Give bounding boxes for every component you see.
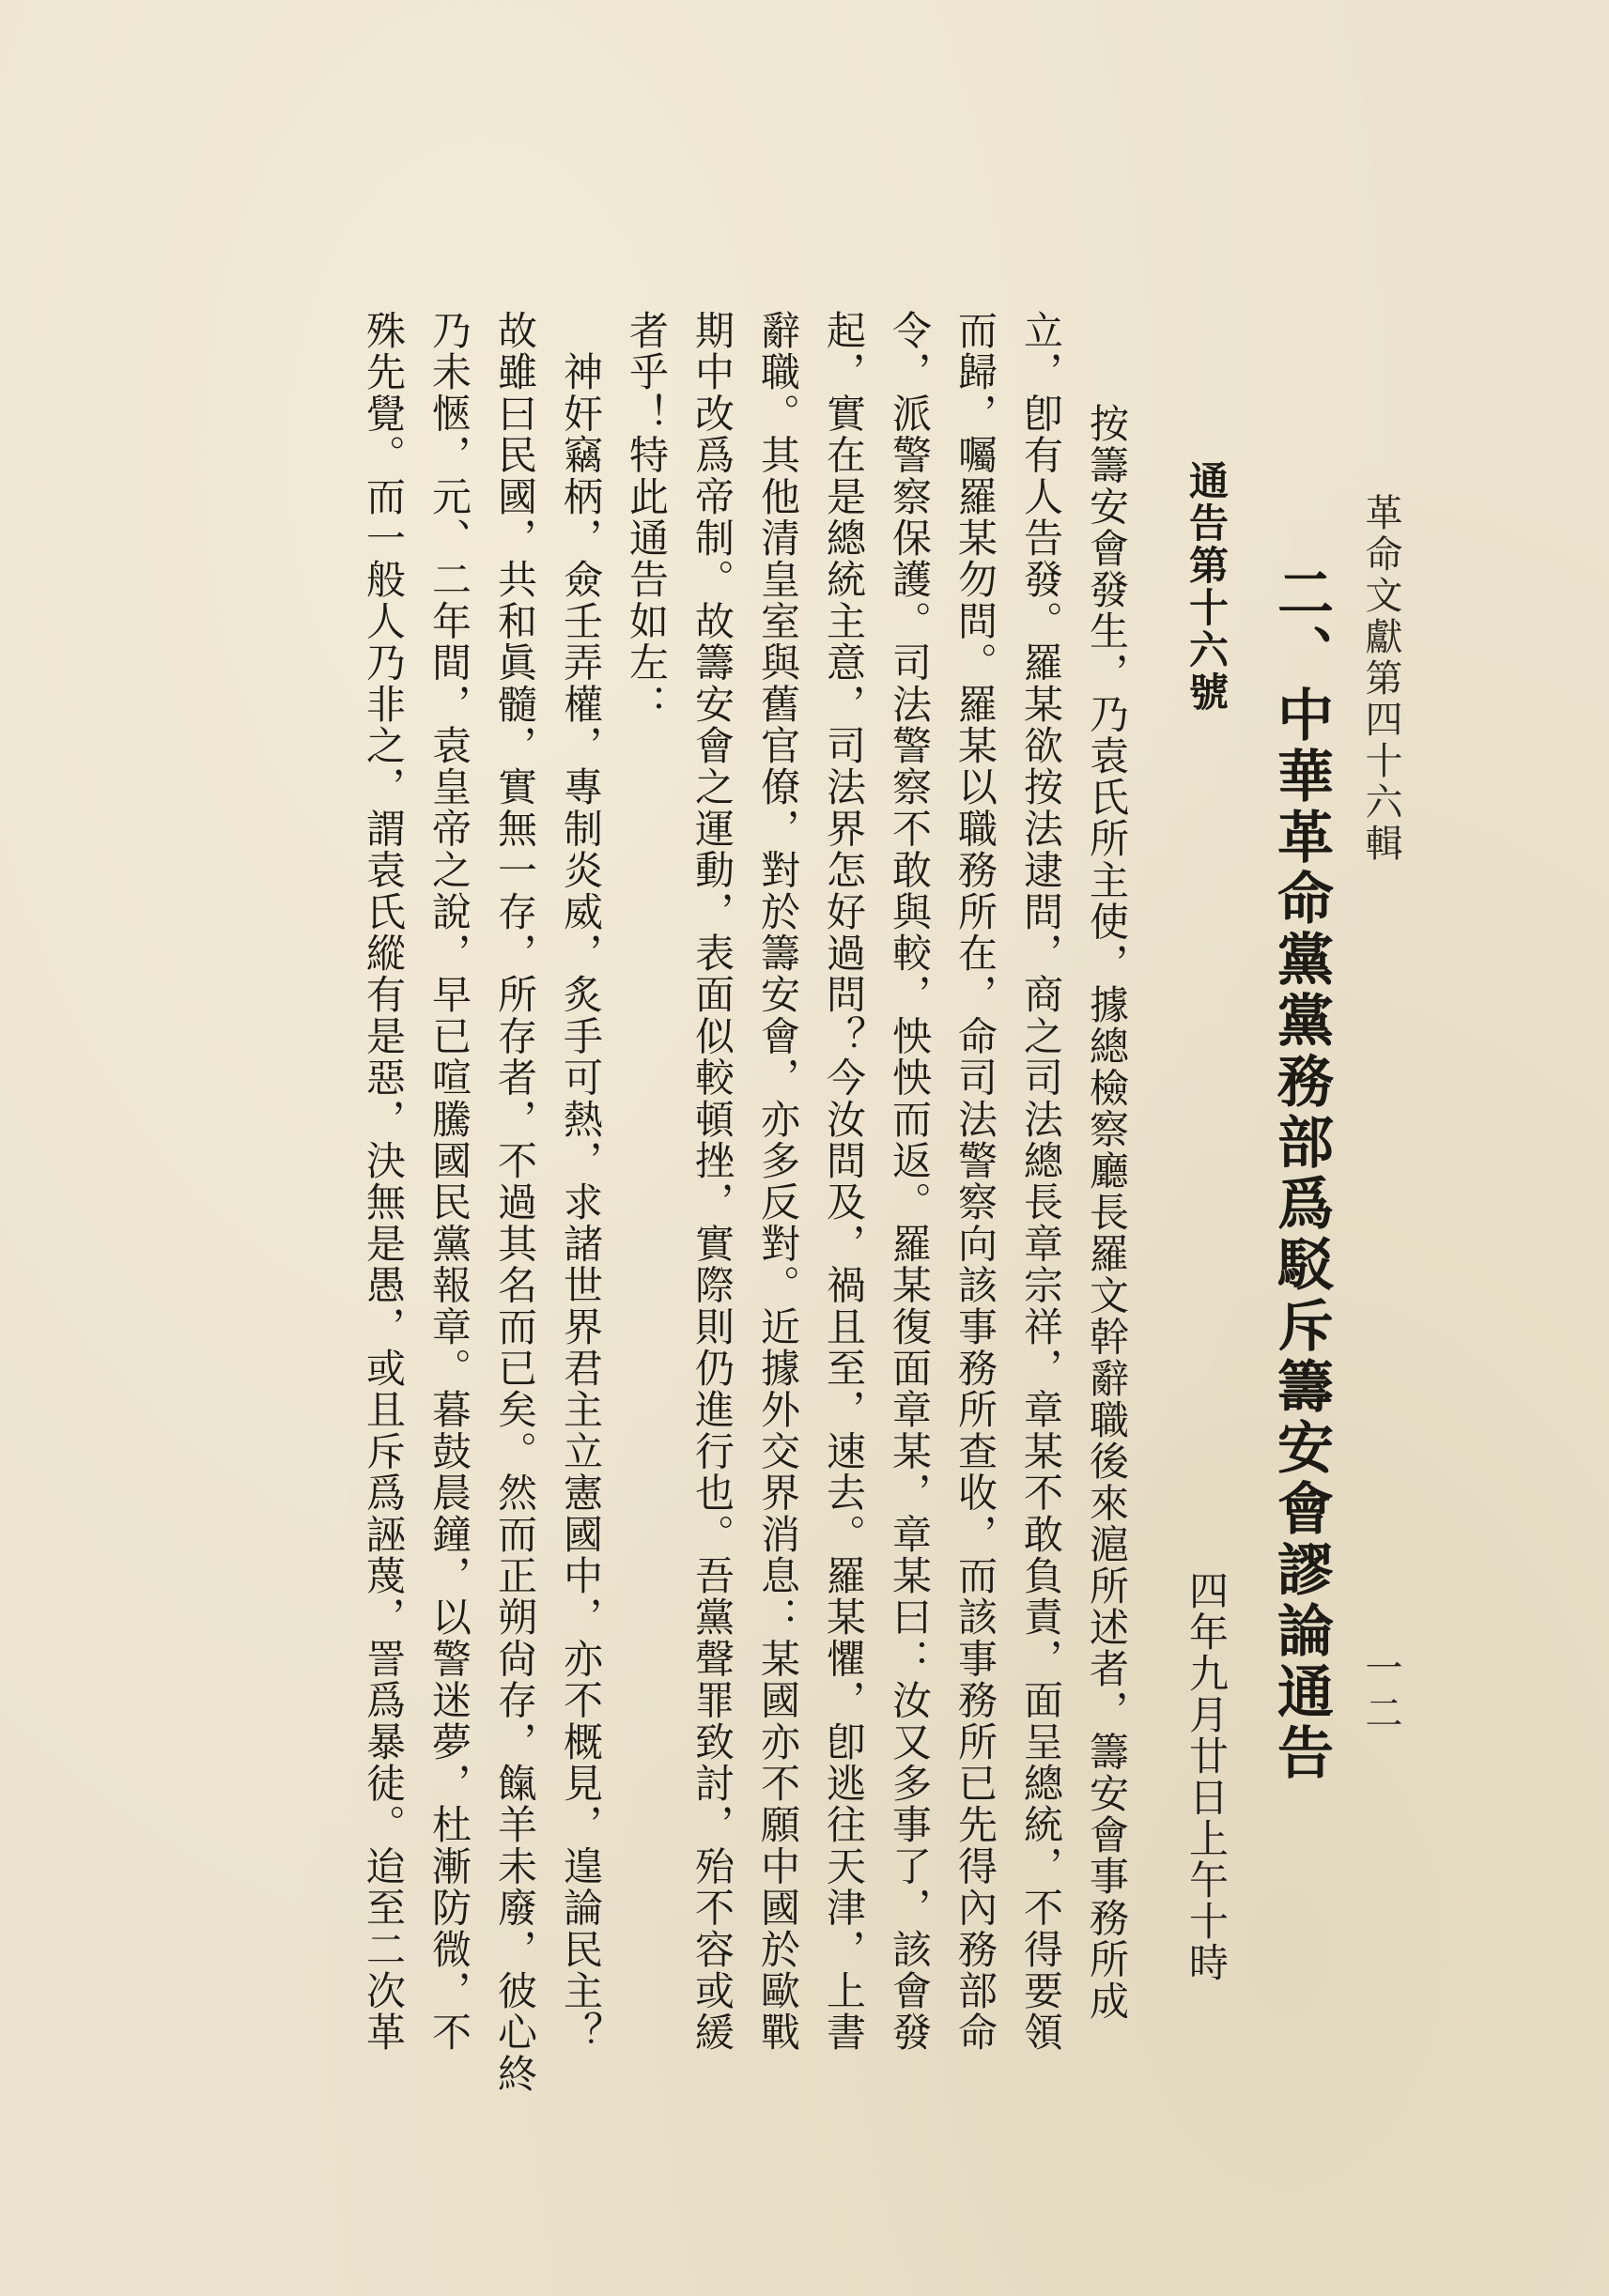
article-title: 二、中華革命黨黨務部爲駁斥籌安會謬論通告 xyxy=(1268,563,1334,1784)
body-line: 立，卽有人告發。羅某欲按法逮問，商之司法總長章宗祥，章某不敢負責，面呈總統，不得要領 xyxy=(1018,310,1064,2054)
notice-number: 通告第十六號 xyxy=(1184,460,1230,714)
body-line: 令，派警察保護。司法警察不敢與較，怏怏而返。羅某復面章某，章某曰：汝又多事了，該會發 xyxy=(887,310,933,2054)
body-line: 按籌安會發生，乃袁氏所主使，據總檢察廳長羅文幹辭職後來滬所述者，籌安會事務所成 xyxy=(1084,362,1130,2022)
body-line: 期中改爲帝制。故籌安會之運動，表面似較頓挫，實際則仍進行也。吾黨聲罪致討，殆不容或緩 xyxy=(689,310,735,2054)
body-line: 而歸，囑羅某勿問。羅某以職務所在，命司法警察向該事務所查收，而該事務所已先得內務部命 xyxy=(952,310,998,2054)
notice-date: 四年九月廿日上午十時 xyxy=(1184,1570,1230,1983)
body-line: 辭職。其他清皇室與舊官僚，對於籌安會，亦多反對。近據外交界消息：某國亦不願中國於歐戰 xyxy=(755,310,801,2054)
page-number: 一二 xyxy=(1359,1648,1402,1738)
body-line: 故雖曰民國，共和眞髓，實無一存，所存者，不過其名而已矣。然而正朔尙存，餼羊未廢，彼心終 xyxy=(492,310,538,2095)
body-line: 乃未愜，元、二年間，袁皇帝之說，早已喧騰國民黨報章。暮鼓晨鐘，以警迷夢，杜漸防微，不 xyxy=(426,310,472,2054)
running-header: 革命文獻第四十六輯 xyxy=(1359,493,1402,865)
body-line: 神奸竊柄，僉壬弄權，專制炎威，炙手可熱，求諸世界君主立憲國中，亦不概見，遑論民主？ xyxy=(558,310,604,2054)
body-line: 殊先覺。而一般人乃非之，謂袁氏縱有是惡，決無是愚，或且斥爲誣蔑，詈爲暴徒。迨至二次革 xyxy=(361,310,407,2054)
body-line: 者乎！特此通告如左： xyxy=(624,310,670,725)
body-line: 起，實在是總統主意，司法界怎好過問？今汝問及，禍且至，速去。羅某懼，卽逃往天津，上書 xyxy=(821,310,867,2054)
